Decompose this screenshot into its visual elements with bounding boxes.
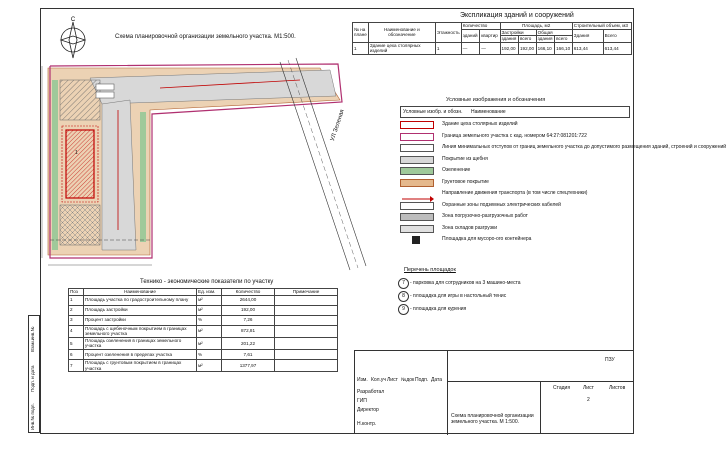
legend-item [400, 212, 630, 222]
col-num: № на плане [353, 23, 369, 43]
legend-swatch [400, 121, 434, 129]
legend-swatch [400, 213, 434, 221]
table-row: 5 Площадь озеленения в границах земельного участка м² 201,22 [69, 337, 338, 349]
site-marker: 8 [398, 291, 409, 302]
site-marker: 7 [398, 278, 409, 289]
table-row: 1 Здание цеха столярных изделий 1 — — 192,00 192,00 166,10 166,10 613,44 613,44 [353, 42, 632, 54]
plot-number: 1 [75, 150, 78, 156]
role-label: Н.контр. [357, 421, 377, 427]
legend-label: Площадка для мусоро-ого контейнера [442, 236, 532, 242]
col-vol-sub: Всего [603, 29, 631, 42]
stage-header: Стадия [553, 385, 571, 391]
legend-label: Озеленение [442, 167, 471, 173]
col-name: Наименование [84, 289, 197, 296]
legend-label: Охранные зоны подземных электрических кабелей [442, 201, 561, 208]
table-row: 3 Процент застройки % 7,26 [69, 315, 338, 325]
site-label: - парковка для сотрудников на 3 машино-места [410, 280, 521, 286]
legend-swatch [400, 190, 434, 198]
doc-code: ПЗУ [605, 357, 615, 363]
col-area-sub: здания [536, 36, 554, 43]
legend-label: Зона складов разгрузки [442, 224, 498, 231]
legend-label: Зона погрузочно-разгрузочных работ [442, 213, 528, 219]
svg-text:С: С [70, 17, 76, 23]
site-label: - площадка для игры в настольный тенис [410, 293, 507, 299]
legend-item [400, 120, 630, 130]
stage-header: Листов [609, 385, 626, 391]
col-area: Площадь, м2 [500, 23, 572, 30]
legend-item [400, 201, 630, 211]
legend-swatch [400, 167, 434, 175]
col-area-dev: Застройки [500, 29, 536, 36]
tep-title: Технико - экономические показатели по участку [140, 279, 274, 285]
title-block: ПЗУ Стадия Лист Листов 2 Схема планировочной организации земельного участка. М 1:500. Изм. Кол.уч Лист №док Подп. Дата Разработал ГИП Директор Н.контр. [354, 350, 634, 434]
legend-header: Условные изобр. и обозн. Наименование [400, 106, 630, 118]
stage-header: Лист [583, 385, 594, 391]
site-plan [40, 40, 370, 280]
legend-label: Направление движения транспорта (в том числе спецтехники) [442, 190, 588, 196]
plan-title: Схема планировочной организации земельного участка. М1:500. [115, 34, 296, 40]
site-marker: 9 [398, 304, 409, 315]
role-label: Разработал [357, 389, 385, 395]
site-label: - площадка для курения [410, 306, 467, 312]
legend-swatch [400, 202, 434, 210]
col-qty: Количество [222, 289, 275, 296]
legend-item [400, 235, 630, 245]
explication-title: Экспликация зданий и сооружений [460, 12, 574, 19]
legend-item [400, 132, 630, 142]
legend-swatch [400, 133, 434, 141]
table-row: 4 Площадь с щебеночным покрытием в границах земельного участка м² 872,81 [69, 325, 338, 337]
road-label: УЛ Зеленая [330, 108, 346, 142]
col-area-sub: всего [555, 36, 573, 43]
col-vol-sub: Здания [572, 29, 603, 42]
explication-table [352, 22, 632, 55]
legend-swatch [400, 225, 434, 233]
col-unit: Ед. изм. [197, 289, 222, 296]
legend-label: Граница земельного участка с кад. номером 64:27:081201:722 [442, 132, 587, 139]
table-row: 1 Площадь участка по градостроительному плану м² 2644,00 [69, 295, 338, 305]
legend-swatch [400, 144, 434, 152]
legend-label: Грунтовое покрытие [442, 178, 489, 185]
table-row: 6 Процент озеленения в пределах участка % 7,61 [69, 349, 338, 359]
side-label: Взам.инв.№ [30, 326, 35, 352]
col-qty-sub: квартир [480, 29, 500, 42]
col-volume: Строительный объем, м3 [572, 23, 631, 30]
table-row: 2 Площадь застройки м² 192,00 [69, 305, 338, 315]
side-label: Инв.№ подл. [30, 403, 35, 430]
legend-label: Линия минимальных отступов от границ земельного участка до допустимого размещения зданий, строений и сооружений [442, 144, 726, 150]
sites-title: Перечень площадок [404, 267, 456, 273]
legend-item [400, 143, 726, 153]
table-row: 7 Площадь с грунтовым покрытием в границах участка м² 1377,97 [69, 359, 338, 371]
legend-swatch [400, 236, 434, 244]
col-area-sub: всего [518, 36, 536, 43]
tep-table [68, 288, 338, 372]
col-floors: Этажность [435, 23, 461, 43]
sheet-number: 2 [587, 397, 590, 403]
col-note: Примечание [275, 289, 338, 296]
col-qty-sub: зданий [461, 29, 480, 42]
role-label: Директор [357, 407, 379, 413]
legend-label: Покрытие из щебня [442, 155, 488, 162]
legend-item [400, 224, 630, 234]
legend-label: Здание цеха столярных изделий [442, 121, 518, 127]
col-area-sub: здания [500, 36, 518, 43]
legend-item [400, 166, 630, 176]
sheet-title: Схема планировочной организации земельного участка. М 1:500. [451, 413, 534, 425]
col-pos: Поз [69, 289, 84, 296]
col-name: Наименование и обозначение [368, 23, 435, 43]
col-qty: Количество [461, 23, 500, 30]
legend-swatch [400, 156, 434, 164]
side-label: Подп. и дата [30, 365, 35, 392]
legend-title: Условные изображения и обозначения [446, 97, 546, 103]
role-label: ГИП [357, 398, 367, 404]
legend-item [400, 155, 630, 165]
legend-item [400, 178, 630, 188]
legend-swatch [400, 179, 434, 187]
col-area-total: Общая [536, 29, 572, 36]
legend-item [400, 189, 630, 199]
